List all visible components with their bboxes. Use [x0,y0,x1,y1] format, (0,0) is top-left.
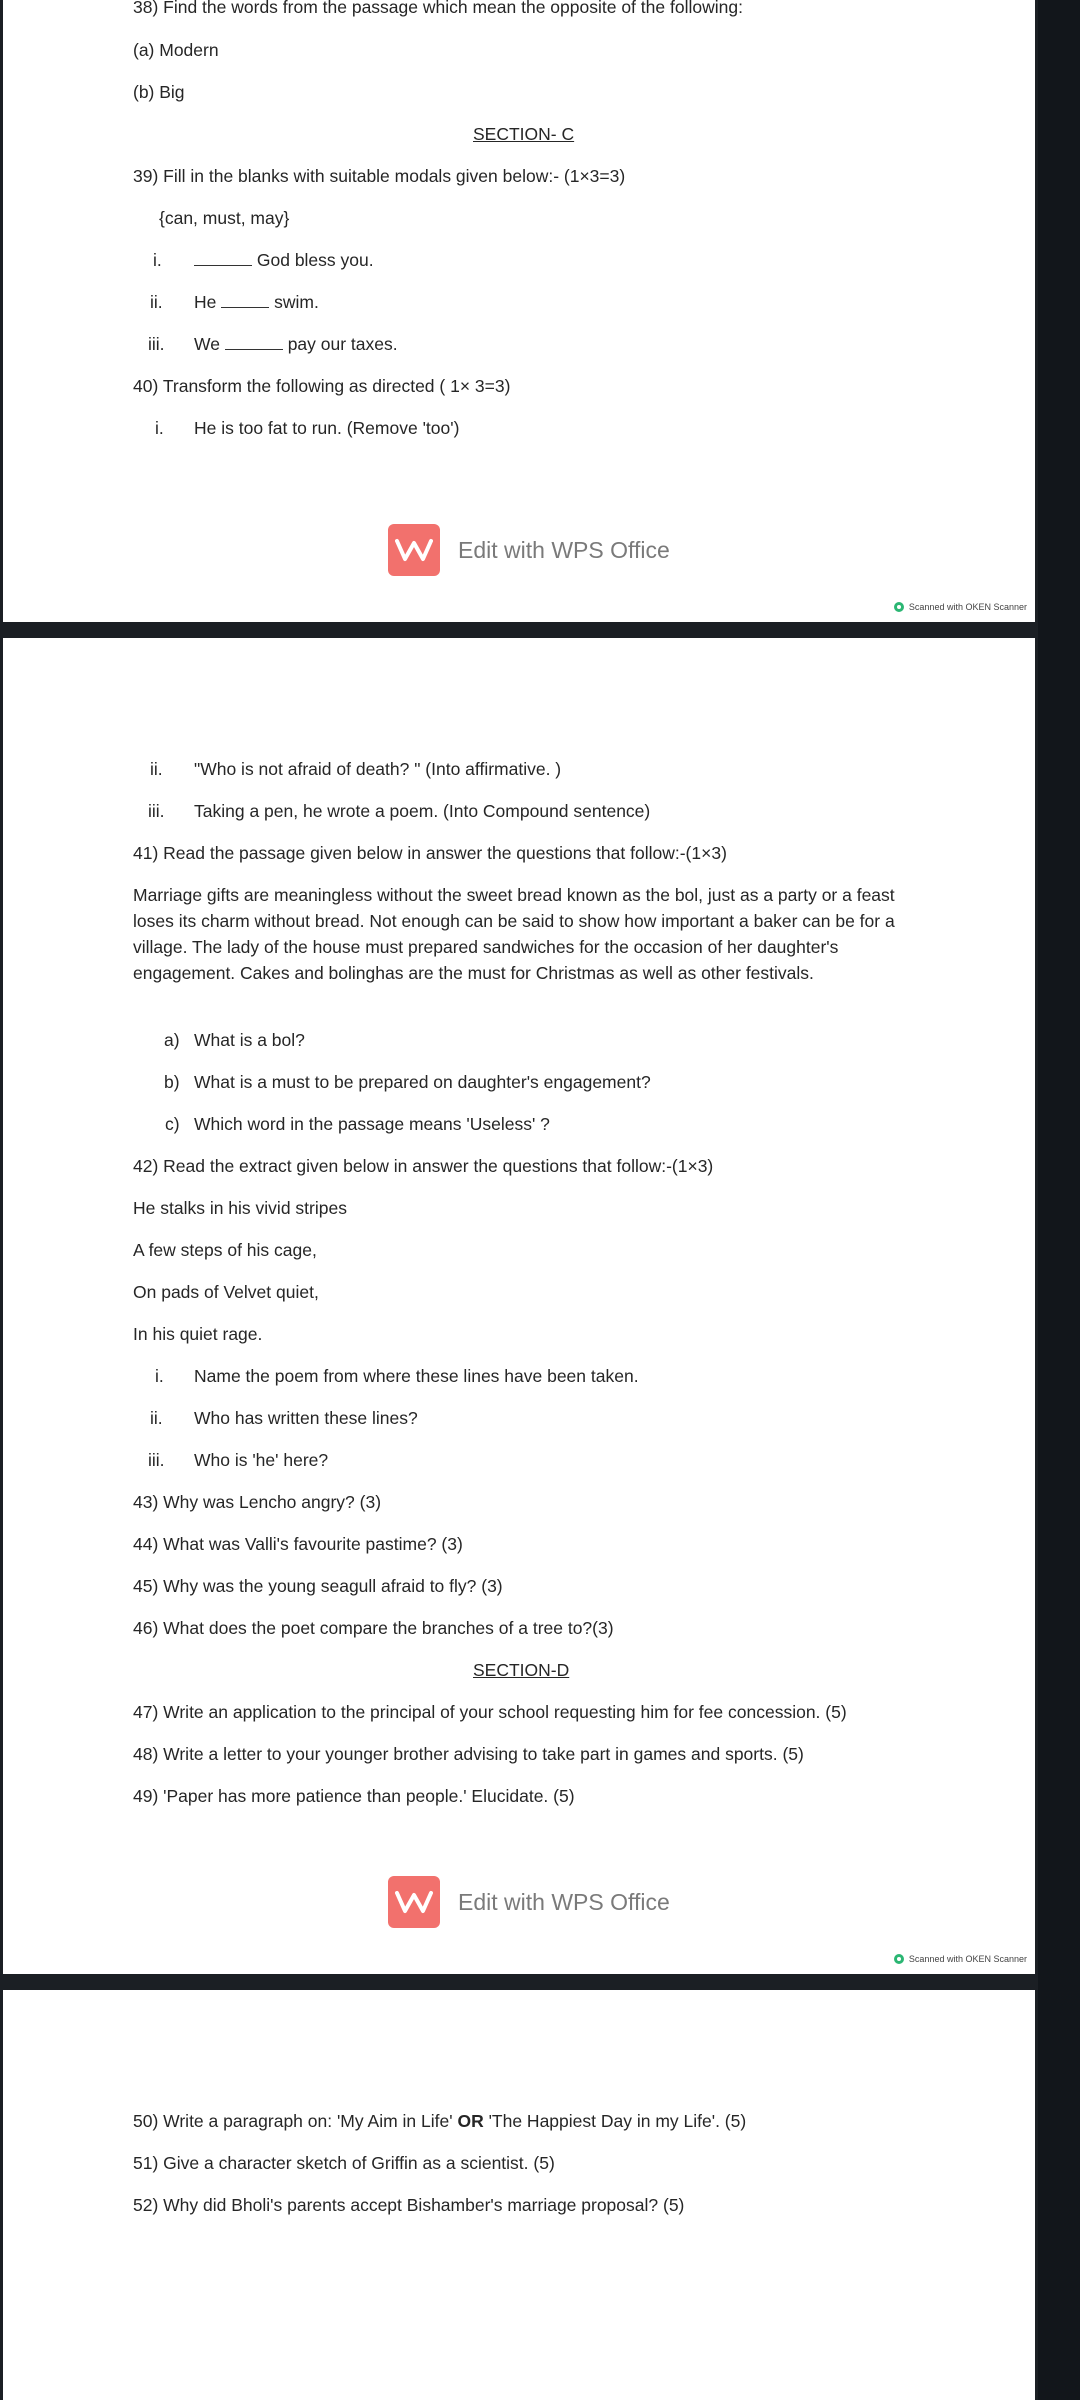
document-page-3 [3,1990,1035,2400]
answer-blank [194,265,252,266]
question-39-item-2 [194,292,319,313]
question-40-item-2: "Who is not afraid of death? " (Into affirmative. ) [194,759,562,779]
question-42-item-1: Name the poem from where these lines have been taken. [194,1366,639,1386]
item-text: God bless you. [256,250,374,270]
question-41: 41) Read the passage given below in answer the questions that follow:-(1×3) [133,843,727,863]
reading-passage: Marriage gifts are meaningless without the sweet bread known as the bol, just as a party or a feast loses its charm without bread. Not enough can be said to show how important a baker can be for a village. The lady of the house must prepared sandwiches for the occasion of her daughter's engagement. Cakes and bolinghas are the must for Christmas as well as other festivals. [133,885,895,983]
section-c-heading: SECTION- C [473,124,575,144]
item-number: iii. [148,334,165,354]
or-label: OR [457,2111,484,2131]
question-42: 42) Read the extract given below in answer the questions that follow:-(1×3) [133,1156,714,1176]
poem-line-4: In his quiet rage. [133,1324,263,1344]
item-text: He [194,292,217,312]
modal-options: {can, must, may} [159,208,290,228]
answer-blank [221,307,269,308]
question-42-item-2: Who has written these lines? [194,1408,418,1428]
question-51: 51) Give a character sketch of Griffin as a scientist. (5) [133,2153,555,2173]
question-45: 45) Why was the young seagull afraid to fly? (3) [133,1576,503,1596]
answer-blank [225,349,283,350]
scanner-text: Scanned with OKEN Scanner [908,1954,1027,1964]
question-42-item-3: Who is 'he' here? [194,1450,329,1470]
question-40: 40) Transform the following as directed ( 1× 3=3) [133,376,511,396]
question-43: 43) Why was Lencho angry? (3) [133,1492,382,1512]
scanner-text: Scanned with OKEN Scanner [908,602,1027,612]
wps-label: Edit with WPS Office [458,536,670,563]
scrollbar-track[interactable] [1038,0,1080,2400]
question-41c: Which word in the passage means 'Useless' ? [194,1114,550,1134]
question-48: 48) Write a letter to your younger brother advising to take part in games and sports. (5) [133,1744,804,1764]
question-40-item-3: Taking a pen, he wrote a poem. (Into Compound sentence) [194,801,651,821]
question-50 [133,2111,746,2132]
poem-line-1: He stalks in his vivid stripes [133,1198,347,1218]
item-number: i. [153,250,162,270]
question-39-item-1 [194,250,374,271]
edit-with-wps-button[interactable] [388,1876,670,1928]
question-47: 47) Write an application to the principal of your school requesting him for fee concession. (5) [133,1702,847,1722]
question-46: 46) What does the poet compare the branches of a tree to?(3) [133,1618,614,1638]
document-page-1 [3,0,1035,622]
item-number: a) [164,1030,180,1050]
item-number: b) [164,1072,180,1092]
question-50-text-alt: 'The Happiest Day in my Life'. (5) [488,2111,747,2131]
item-number: ii. [150,292,163,312]
scanner-watermark [894,602,1027,612]
scanner-logo-icon [894,602,904,612]
question-39: 39) Fill in the blanks with suitable modals given below:- (1×3=3) [133,166,626,186]
edit-with-wps-button[interactable] [388,524,670,576]
question-40-item-1: He is too fat to run. (Remove 'too') [194,418,460,438]
question-39-item-3 [194,334,398,355]
question-38: 38) Find the words from the passage which mean the opposite of the following: [133,0,743,17]
poem-line-3: On pads of Velvet quiet, [133,1282,319,1302]
document-page-2 [3,638,1035,1974]
wps-label: Edit with WPS Office [458,1888,670,1915]
item-number: i. [155,1366,164,1386]
question-50-text: 50) Write a paragraph on: 'My Aim in Life' [133,2111,453,2131]
item-number: ii. [150,759,163,779]
item-text: swim. [274,292,319,312]
item-number: ii. [150,1408,163,1428]
item-number: iii. [148,1450,165,1470]
poem-line-2: A few steps of his cage, [133,1240,317,1260]
item-number: i. [155,418,164,438]
wps-logo-icon [388,524,440,576]
question-49: 49) 'Paper has more patience than people.' Elucidate. (5) [133,1786,575,1806]
item-text: We [194,334,220,354]
wps-logo-icon [388,1876,440,1928]
question-38b: (b) Big [133,82,185,102]
section-d-heading: SECTION-D [473,1660,570,1680]
question-52: 52) Why did Bholi's parents accept Bishamber's marriage proposal? (5) [133,2195,685,2215]
question-41b: What is a must to be prepared on daughter's engagement? [194,1072,651,1092]
item-number: iii. [148,801,165,821]
item-number: c) [165,1114,180,1134]
item-text: pay our taxes. [287,334,398,354]
scanner-watermark [894,1954,1027,1964]
question-38a: (a) Modern [133,40,219,60]
question-41a: What is a bol? [194,1030,305,1050]
question-44: 44) What was Valli's favourite pastime? (3) [133,1534,463,1554]
scanner-logo-icon [894,1954,904,1964]
